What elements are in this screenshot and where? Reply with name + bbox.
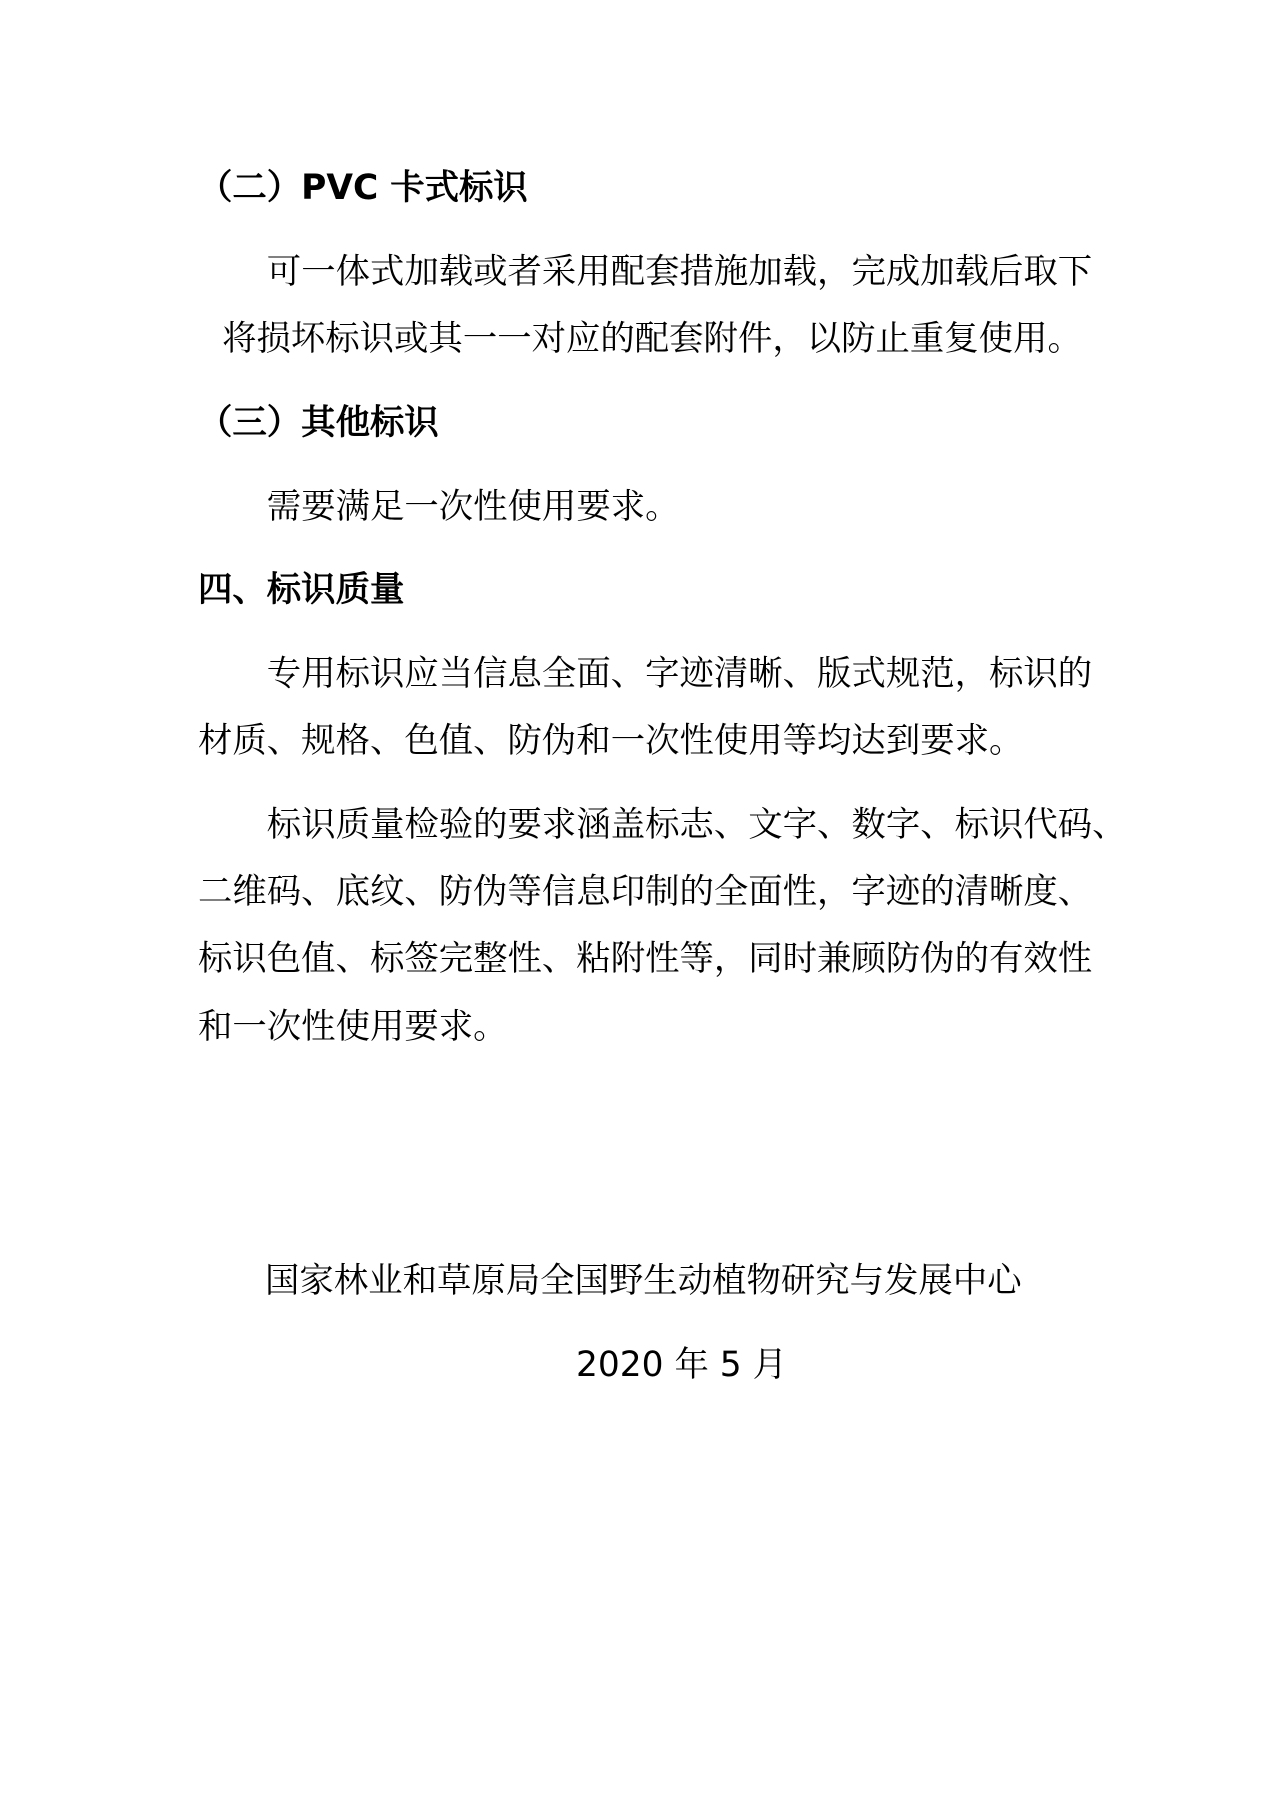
- heading-text: （二）PVC 卡式标识: [198, 168, 528, 208]
- document-body: [198, 155, 1127, 1077]
- paragraph-pvc: [198, 239, 1094, 373]
- paragraph-line: 和一次性使用要求。: [198, 1006, 508, 1047]
- paragraph-line: 标识质量检验的要求涵盖标志、文字、数字、标识代码、: [266, 805, 1127, 846]
- paragraph-line: 二维码、底纹、防伪等信息印制的全面性，字迹的清晰度、: [198, 872, 1093, 913]
- paragraph-quality-1: [198, 641, 1094, 775]
- paragraph-line: 需要满足一次性使用要求。: [266, 486, 680, 527]
- heading-text: 四、标识质量: [198, 570, 405, 611]
- paragraph-line: 标识色值、标签完整性、粘附性等，同时兼顾防伪的有效性: [198, 939, 1093, 980]
- paragraph-line: 将损坏标识或其一一对应的配套附件，以防止重复使用。: [222, 318, 1082, 359]
- section-heading-other: [198, 390, 1094, 457]
- paragraph-quality-2: [198, 792, 1127, 1061]
- heading-text: （三）其他标识: [198, 402, 439, 443]
- signature-date: 2020 年 5 月: [576, 1345, 787, 1385]
- paragraph-other: [198, 474, 1094, 541]
- section-heading-quality: [198, 557, 1094, 624]
- signature-organization: 国家林业和草原局全国野生动植物研究与发展中心: [265, 1261, 1022, 1301]
- section-heading-pvc: [198, 155, 1094, 222]
- paragraph-line: 可一体式加载或者采用配套措施加载，完成加载后取下: [266, 251, 1093, 292]
- paragraph-line: 材质、规格、色值、防伪和一次性使用等均达到要求。: [198, 721, 1024, 762]
- paragraph-line: 专用标识应当信息全面、字迹清晰、版式规范，标识的: [266, 654, 1093, 695]
